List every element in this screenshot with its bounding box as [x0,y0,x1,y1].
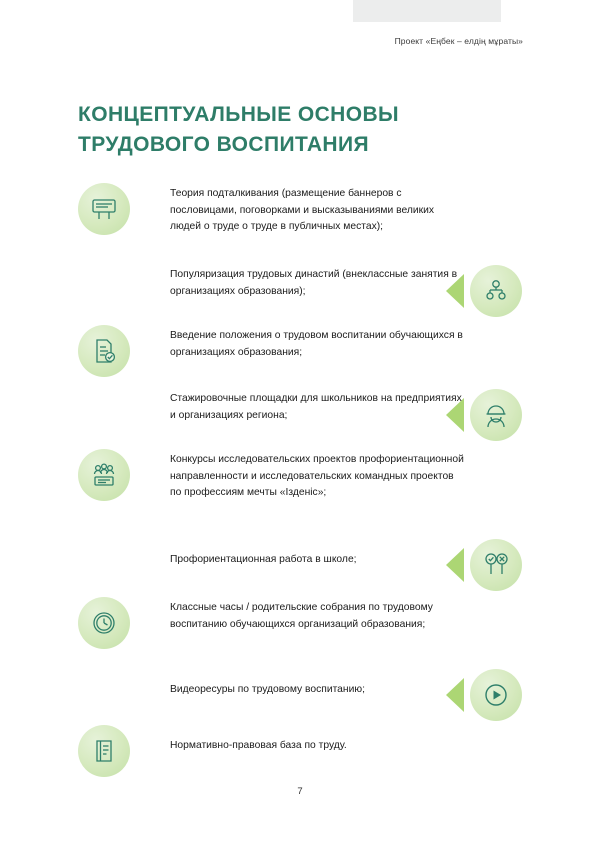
list-item-text: Введение положения о трудовом воспитании обучающихся в организациях образования; [170,330,463,358]
badge-law-book [78,725,130,777]
concept-list [0,183,600,781]
list-item [0,725,600,781]
page-title [78,100,518,160]
badge-clock [78,597,130,649]
list-item-text: Популяризация трудовых династий (внеклассные занятия в организациях образования); [170,269,458,297]
badge-billboard [78,183,130,235]
list-item [0,183,600,263]
list-item-text: Теория подталкивания (размещение баннеров с пословицами, поговорками и высказываниями великих людей о труде о труде в публичных местах); [170,188,435,233]
list-item-text: Стажировочные площадки для школьников на предприятиях и организациях региона; [170,393,462,421]
list-item-text: Профориентационная работа в школе; [170,554,357,565]
list-item-text: Конкурсы исследовательских проектов профориентационной направленности и исследовательских командных проектов по профессиям мечты «Ізденіс»; [170,454,464,499]
list-item-text: Видеоресуры по трудовому воспитанию; [170,684,365,695]
list-item [0,387,600,449]
running-header: Проект «Еңбек – елдің мұраты» [394,36,523,46]
page-title-line-1: КОНЦЕПТУАЛЬНЫЕ ОСНОВЫ [78,103,400,126]
list-item [0,449,600,539]
list-item [0,597,600,669]
badge-choice-check [470,539,522,591]
list-item-text: Нормативно-правовая база по труду. [170,740,347,751]
badge-play-video [470,669,522,721]
badge-worker-helmet [470,389,522,441]
header-grey-bar [353,0,501,22]
badge-family-tree [470,265,522,317]
badge-team-presentation [78,449,130,501]
badge-document-check [78,325,130,377]
page-title-line-2: ТРУДОВОГО ВОСПИТАНИЯ [78,132,369,156]
list-item [0,539,600,597]
page-number: 7 [297,786,303,797]
list-item [0,669,600,725]
list-item [0,263,600,325]
list-item [0,325,600,387]
list-item-text: Классные часы / родительские собрания по трудовому воспитанию обучающихся организаций образования; [170,602,433,630]
